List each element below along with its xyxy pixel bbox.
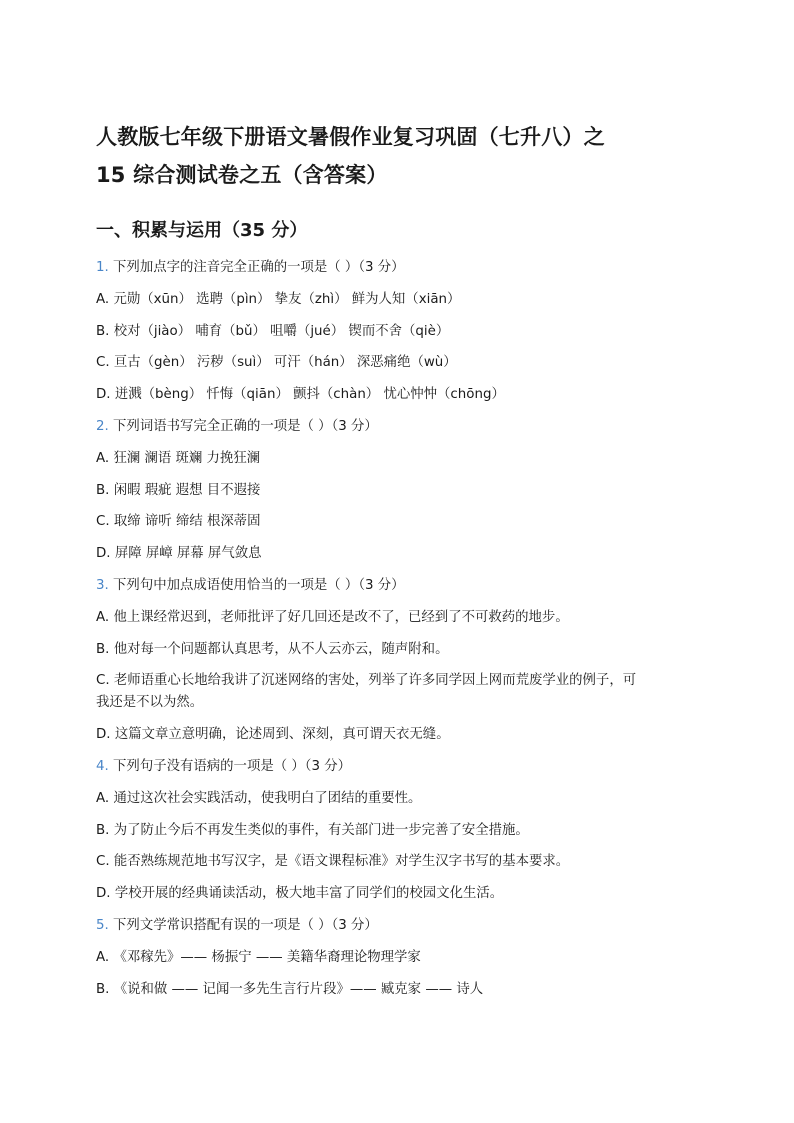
- option-1a: A. 元勋（xūn） 选聘（pìn） 挚友（zhì） 鲜为人知（xiān）: [96, 291, 461, 307]
- option-3d: D. 这篇文章立意明确，论述周到、深刻，真可谓天衣无缝。: [96, 727, 450, 743]
- document-title: [96, 118, 698, 194]
- question-text: 下列文学常识搭配有误的一项是（ ）（3 分）: [108, 917, 378, 933]
- question-text: 下列词语书写完全正确的一项是（ ）（3 分）: [108, 418, 378, 434]
- question-number: 4.: [96, 758, 109, 774]
- option-1b: B. 校对（jiào） 哺育（bǔ） 咀嚼（jué） 锲而不舍（qiè）: [96, 323, 450, 339]
- question-text: 下列加点字的注音完全正确的一项是（ ）（3 分）: [108, 260, 405, 275]
- question-text: 下列句子没有语病的一项是（ ）（3 分）: [108, 758, 352, 774]
- question-4: [96, 757, 698, 777]
- option-4d: D. 学校开展的经典诵读活动，极大地丰富了同学们的校园文化生活。: [96, 886, 504, 902]
- question-3: [96, 576, 698, 596]
- option-5a: A. 《邓稼先》—— 杨振宁 —— 美籍华裔理论物理学家: [96, 949, 421, 965]
- option-2a: A. 狂澜 澜语 斑斓 力挽狂澜: [96, 450, 261, 466]
- question-1: [96, 258, 698, 278]
- option-4b: B. 为了防止今后不再发生类似的事件，有关部门进一步完善了安全措施。: [96, 822, 529, 838]
- question-number: 2.: [96, 418, 109, 434]
- title-line-2: 15 综合测试卷之五（含答案）: [96, 163, 388, 187]
- option-4c: C. 能否熟练规范地书写汉字，是《语文课程标准》对学生汉字书写的基本要求。: [96, 854, 570, 870]
- question-5: [96, 916, 698, 936]
- option-1d: D. 迸溅（bèng） 忏悔（qiān） 颤抖（chàn） 忧心忡忡（chōng）: [96, 387, 505, 403]
- option-2c: C. 取缔 谛听 缔结 根深蒂固: [96, 514, 261, 530]
- question-text: 下列句中加点成语使用恰当的一项是（ ）（3 分）: [108, 577, 405, 593]
- section-title: 一、积累与运用（35 分）: [96, 220, 308, 241]
- question-number: 1.: [96, 260, 109, 275]
- option-3a: A. 他上课经常迟到，老师批评了好几回还是改不了，已经到了不可救药的地步。: [96, 609, 569, 625]
- option-5b: B. 《说和做 —— 记闻一多先生言行片段》—— 臧克家 —— 诗人: [96, 981, 484, 997]
- option-2b: B. 闲暇 瑕疵 遐想 目不遐接: [96, 482, 261, 498]
- option-3c-continued: 我还是不以为然。: [96, 695, 204, 711]
- option-1c: C. 亘古（gèn） 污秽（suì） 可汗（hán） 深恶痛绝（wù）: [96, 355, 457, 371]
- option-4a: A. 通过这次社会实践活动，使我明白了团结的重要性。: [96, 790, 422, 806]
- option-2d: D. 屏障 屏嶂 屏幕 屏气敛息: [96, 546, 262, 562]
- title-line-1: 人教版七年级下册语文暑假作业复习巩固（七升八）之: [96, 125, 605, 149]
- question-2: [96, 417, 698, 437]
- option-3c: C. 老师语重心长地给我讲了沉迷网络的害处，列举了许多同学因上网而荒废学业的例子，可: [96, 673, 637, 689]
- option-3b: B. 他对每一个问题都认真思考，从不人云亦云，随声附和。: [96, 641, 449, 657]
- question-number: 5.: [96, 917, 109, 933]
- question-number: 3.: [96, 577, 109, 593]
